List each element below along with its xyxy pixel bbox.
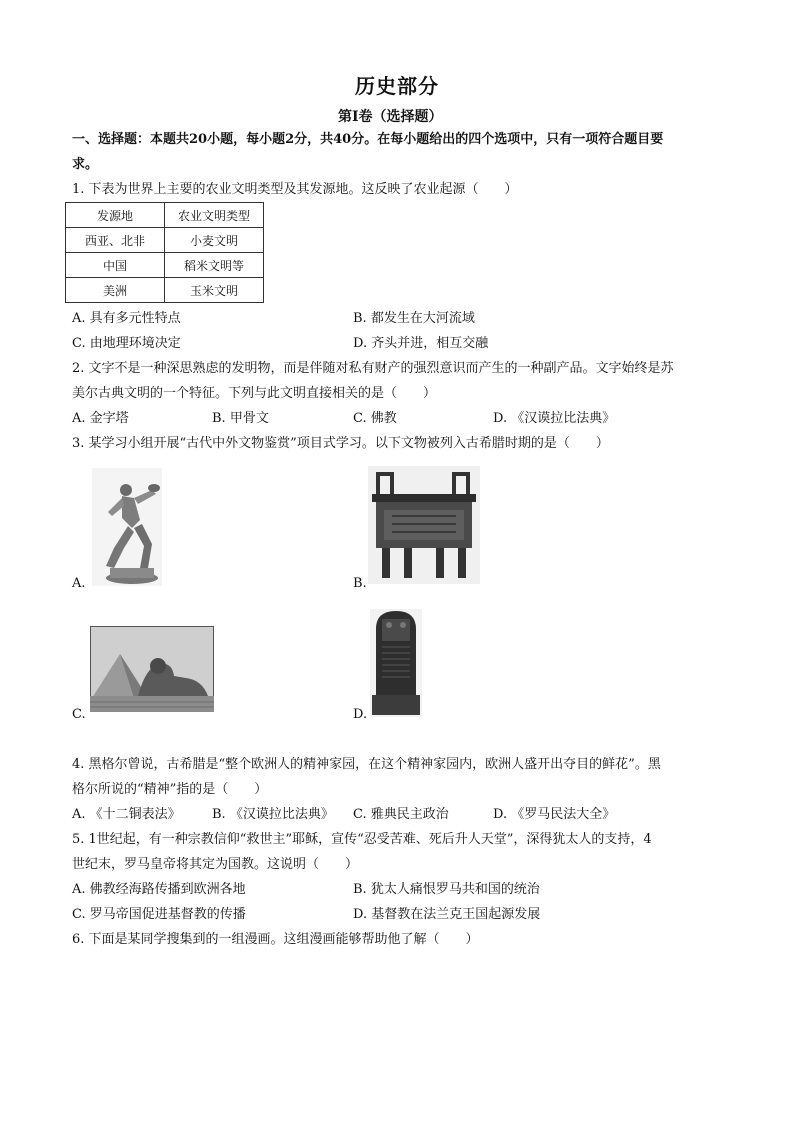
table-cell: 玉米文明 bbox=[165, 278, 264, 303]
table-cell: 中国 bbox=[66, 253, 165, 278]
table-row bbox=[66, 253, 264, 278]
question-2-option-b: B. 甲骨文 bbox=[212, 411, 269, 426]
question-6-stem: 6. 下面是某同学搜集到的一组漫画。这组漫画能够帮助他了解（ ） bbox=[72, 932, 479, 947]
question-3-option-d: D. bbox=[353, 707, 368, 722]
question-2-stem-line-2: 美尔古典文明的一个特征。下列与此文明直接相关的是（ ） bbox=[72, 386, 437, 401]
question-5-option-b: B. 犹太人痛恨罗马共和国的统治 bbox=[353, 882, 540, 897]
question-4-option-d: D. 《罗马民法大全》 bbox=[493, 807, 616, 822]
question-1-option-a: A. 具有多元性特点 bbox=[72, 311, 181, 326]
table-cell: 美洲 bbox=[66, 278, 165, 303]
question-3-option-b: B. bbox=[353, 576, 367, 591]
table-row bbox=[66, 228, 264, 253]
question-5-stem-line-1: 5. 1世纪起，有一种宗教信仰“救世主”耶稣，宣传“忍受苦难、死后升人天堂”，深得犹太人的支持，4 bbox=[72, 832, 652, 847]
question-2-stem-line-1: 2. 文字不是一种深思熟虑的发明物，而是伴随对私有财产的强烈意识而产生的一种副产品。文字始终是苏 bbox=[72, 361, 674, 376]
question-3-option-c: C. bbox=[72, 707, 86, 722]
question-2-option-a: A. 金字塔 bbox=[72, 411, 129, 426]
discus-thrower-statue-image bbox=[92, 468, 162, 586]
table-header-row bbox=[66, 203, 264, 228]
question-4-stem-line-1: 4. 黑格尔曾说，古希腊是“整个欧洲人的精神家园，在这个精神家园内，欧洲人盛开出夺目的鲜花”。黑 bbox=[72, 757, 661, 772]
table-header-cell: 发源地 bbox=[66, 203, 165, 228]
table-header-cell: 农业文明类型 bbox=[165, 203, 264, 228]
question-5-option-a: A. 佛教经海路传播到欧洲各地 bbox=[72, 882, 246, 897]
bronze-ding-image bbox=[368, 466, 480, 584]
table-cell: 小麦文明 bbox=[165, 228, 264, 253]
pyramid-sphinx-image bbox=[90, 626, 214, 712]
instructions-line-1: 一、选择题：本题共20小题，每小题2分，共40分。在每小题给出的四个选项中，只有一项符合题目要 bbox=[72, 132, 664, 147]
code-of-hammurabi-stele-image bbox=[370, 609, 422, 717]
question-5-option-d: D. 基督教在法兰克王国起源发展 bbox=[353, 907, 541, 922]
question-2-option-c: C. 佛教 bbox=[353, 411, 397, 426]
instructions-line-2: 求。 bbox=[72, 157, 99, 172]
question-1-option-c: C. 由地理环境决定 bbox=[72, 336, 181, 351]
question-2-option-d: D. 《汉谟拉比法典》 bbox=[493, 411, 616, 426]
table-cell: 西亚、北非 bbox=[66, 228, 165, 253]
table-cell: 稻米文明等 bbox=[165, 253, 264, 278]
question-3-stem: 3. 某学习小组开展“古代中外文物鉴赏”项目式学习。以下文物被列入古希腊时期的是（ ） bbox=[72, 436, 609, 451]
question-1-option-b: B. 都发生在大河流域 bbox=[353, 311, 475, 326]
question-1-option-d: D. 齐头并进，相互交融 bbox=[353, 336, 489, 351]
question-5-stem-line-2: 世纪末，罗马皇帝将其定为国教。这说明（ ） bbox=[72, 857, 359, 872]
question-1-stem: 1. 下表为世界上主要的农业文明类型及其发源地。这反映了农业起源（ ） bbox=[72, 182, 518, 197]
question-4-option-c: C. 雅典民主政治 bbox=[353, 807, 449, 822]
agriculture-table bbox=[65, 202, 264, 303]
question-3-option-a: A. bbox=[72, 576, 86, 591]
question-5-option-c: C. 罗马帝国促进基督教的传播 bbox=[72, 907, 246, 922]
page-title: 历史部分 bbox=[355, 74, 439, 98]
question-4-stem-line-2: 格尔所说的“精神”指的是（ ） bbox=[72, 782, 268, 797]
table-row bbox=[66, 278, 264, 303]
question-4-option-a: A. 《十二铜表法》 bbox=[72, 807, 181, 822]
question-4-option-b: B. 《汉谟拉比法典》 bbox=[212, 807, 334, 822]
section-subtitle: 第I卷（选择题） bbox=[338, 109, 443, 125]
